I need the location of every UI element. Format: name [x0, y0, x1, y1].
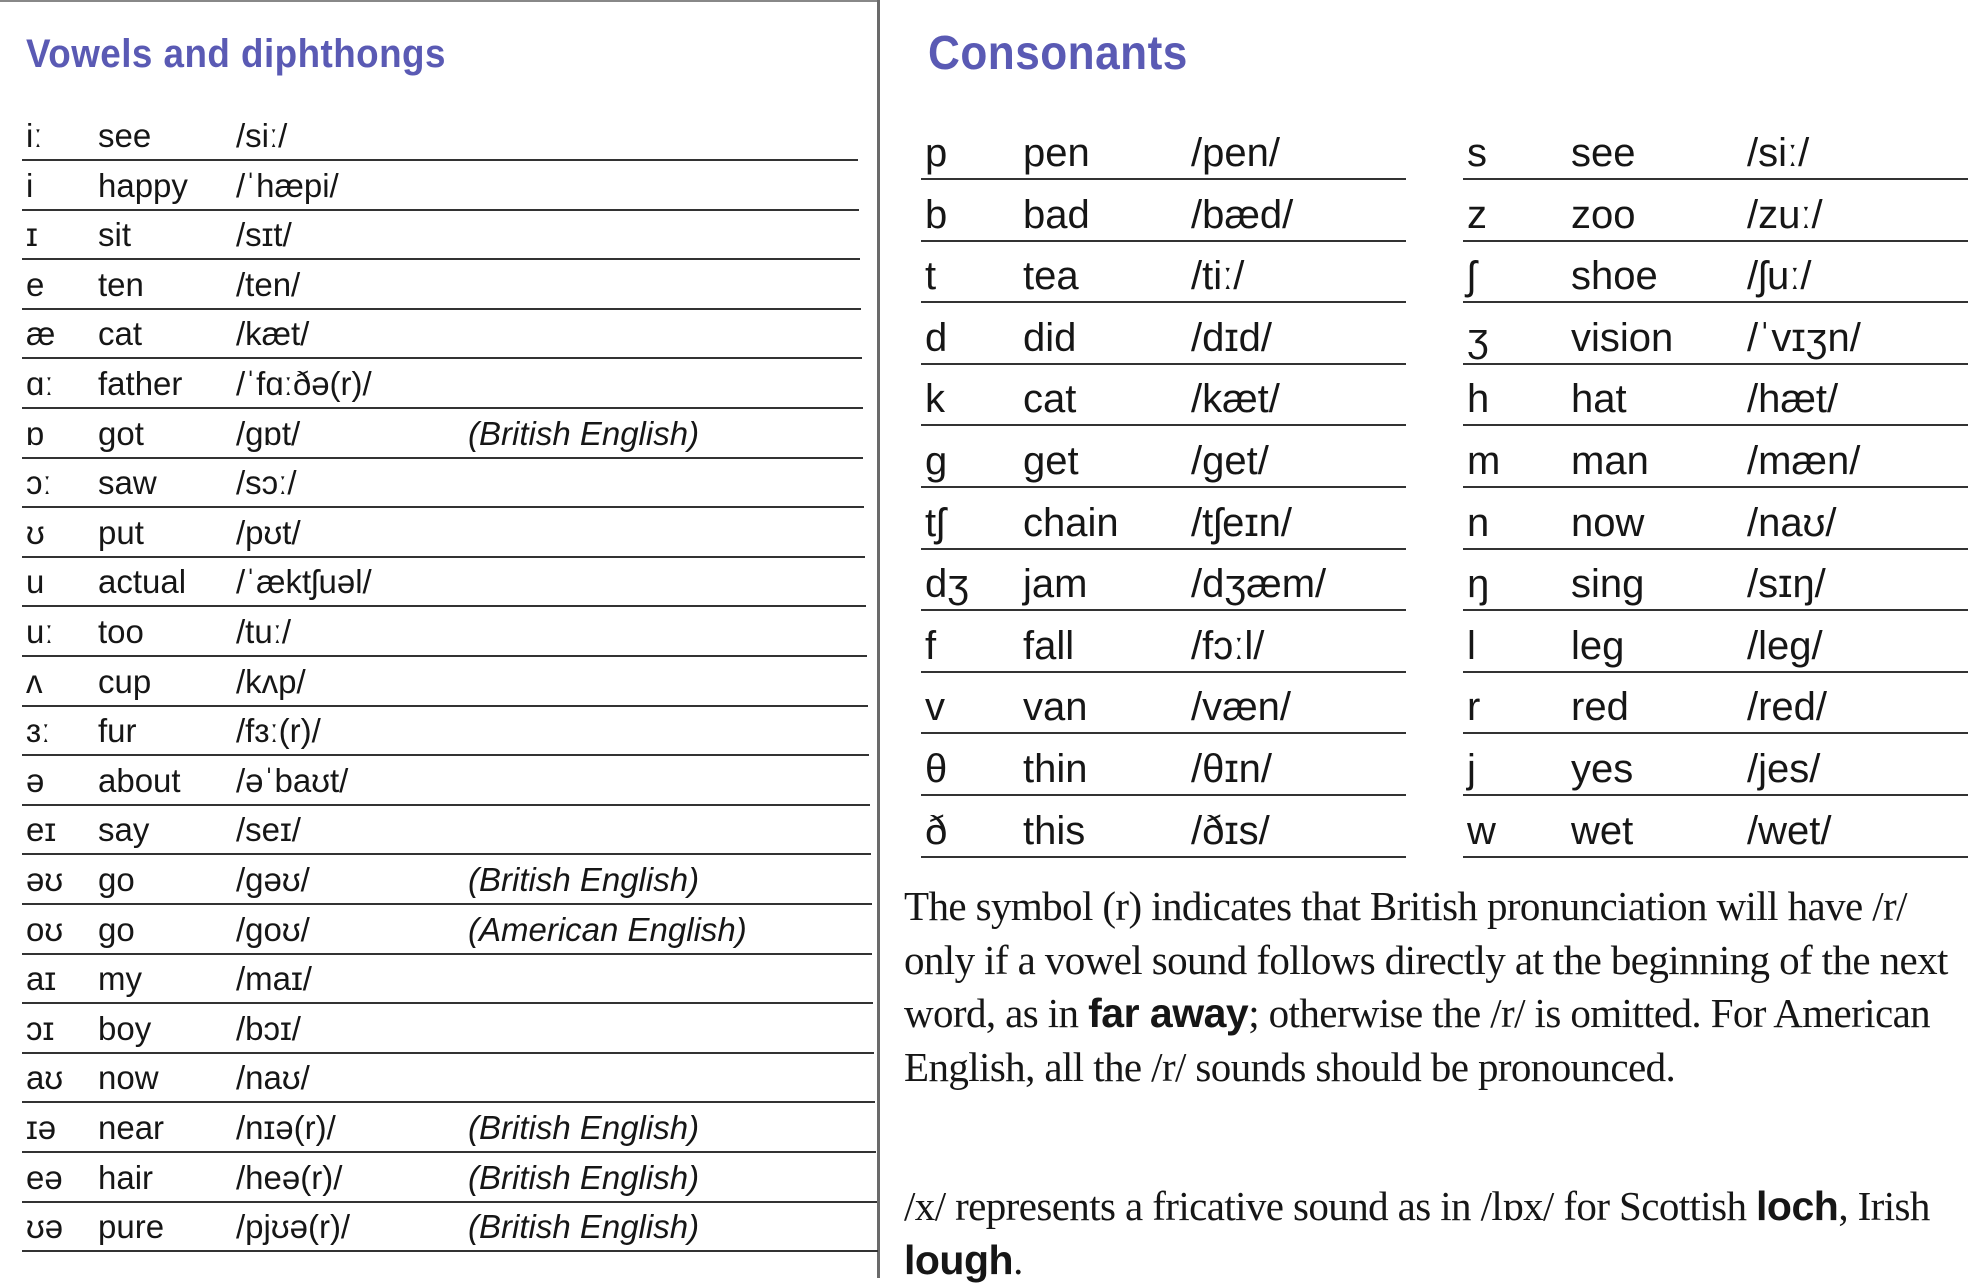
transcription: /dʒæm/ [1191, 562, 1327, 607]
transcription: /fɔːl/ [1191, 623, 1265, 668]
example-word: go [98, 861, 135, 898]
example-word: boy [98, 1009, 152, 1047]
transcription: /tiː/ [1191, 254, 1245, 299]
transcription: /siː/ [236, 117, 288, 154]
transcription: /naʊ/ [236, 1059, 310, 1097]
consonant-symbol: j [1467, 747, 1476, 791]
example-word: pure [98, 1208, 165, 1246]
transcription: /kæt/ [1191, 377, 1280, 422]
consonant-symbol: θ [925, 747, 948, 791]
consonant-symbol: s [1467, 131, 1487, 175]
variety-note: (British English) [468, 1208, 700, 1246]
example-word: sit [98, 216, 131, 254]
consonant-row [921, 488, 1406, 550]
example-word: man [1571, 439, 1649, 483]
example-word: thin [1023, 747, 1088, 791]
vowel-row [22, 1152, 877, 1203]
example-word: see [1571, 131, 1636, 175]
example-word: about [98, 761, 181, 799]
transcription: /pʊt/ [236, 513, 301, 551]
vowel-symbol: ʊə [26, 1208, 64, 1246]
consonant-symbol: z [1467, 192, 1487, 237]
consonant-symbol: dʒ [925, 562, 970, 607]
variety-note: (British English) [468, 861, 700, 898]
example-word: chain [1023, 500, 1119, 545]
transcription: /væn/ [1191, 685, 1292, 730]
example-word: saw [98, 464, 157, 502]
consonant-symbol: g [925, 439, 948, 483]
vowel-symbol: e [26, 265, 45, 303]
vowel-symbol: aʊ [26, 1059, 64, 1097]
consonant-symbol: d [925, 315, 948, 360]
transcription: /gəʊ/ [236, 861, 310, 898]
vowel-symbol: ɑː [26, 365, 54, 402]
transcription: /kʌp/ [236, 662, 306, 700]
vowel-row [22, 1201, 878, 1252]
vowel-symbol: ɒ [26, 414, 45, 452]
transcription: /əˈbaʊt/ [236, 761, 349, 799]
transcription: /zuː/ [1747, 192, 1823, 237]
example-word: go [98, 910, 135, 948]
note-bold-example: loch [1756, 1183, 1839, 1229]
example-word: van [1023, 685, 1088, 730]
vowel-row [22, 1003, 874, 1054]
vowel-symbol: uː [26, 613, 54, 650]
vowel-symbol: ɪ [26, 216, 38, 254]
vowel-row [22, 408, 863, 459]
transcription: /nɪə(r)/ [236, 1109, 336, 1146]
transcription: /mæn/ [1747, 439, 1861, 483]
transcription: /ˈvɪʒn/ [1747, 315, 1861, 360]
example-word: put [98, 513, 144, 551]
example-word: near [98, 1109, 165, 1146]
transcription: /get/ [1191, 439, 1269, 483]
vowel-symbol: ɜː [26, 712, 51, 750]
vowel-symbol: eɪ [26, 811, 57, 849]
consonant-symbol: tʃ [925, 500, 945, 545]
consonant-symbol: ð [925, 808, 948, 853]
note-bold-example: lough [904, 1236, 1014, 1283]
consonant-symbol: v [925, 685, 945, 730]
example-word: jam [1023, 562, 1088, 607]
consonant-row [921, 118, 1406, 180]
r-symbol-note [904, 880, 1964, 1094]
example-word: pen [1023, 131, 1090, 175]
vowel-row [22, 904, 872, 955]
example-word: too [98, 613, 144, 650]
transcription: /ˈæktʃuəl/ [236, 563, 372, 601]
transcription: /ðɪs/ [1191, 808, 1270, 853]
vowel-row [22, 606, 867, 657]
x-symbol-note [904, 1180, 1964, 1287]
consonant-row [921, 549, 1406, 611]
example-word: bad [1023, 192, 1090, 237]
consonant-row [921, 180, 1406, 242]
example-word: get [1023, 439, 1079, 483]
consonant-row [1463, 180, 1968, 242]
vowel-symbol: æ [26, 315, 56, 353]
consonant-symbol: ŋ [1467, 562, 1490, 607]
example-word: this [1023, 808, 1086, 853]
transcription: /sɪŋ/ [1747, 562, 1826, 607]
transcription: /leg/ [1747, 623, 1823, 668]
vowel-row [22, 209, 860, 260]
transcription: /ten/ [236, 265, 301, 303]
consonant-symbol: ʒ [1467, 315, 1489, 360]
example-word: cat [98, 315, 143, 353]
consonant-row [1463, 118, 1968, 180]
vowel-row [22, 110, 858, 161]
consonant-symbol: w [1467, 808, 1496, 853]
vowel-symbol: əʊ [26, 861, 64, 898]
note-text: , Irish [1838, 1183, 1930, 1229]
example-word: tea [1023, 254, 1079, 299]
transcription: /siː/ [1747, 131, 1810, 175]
note-text: The symbol (r) indicates that British pronunciation will have /r/ only if a vowel sound follows directly at the beginning of the next word, as in [904, 883, 1948, 1037]
example-word: did [1023, 315, 1077, 360]
vowel-row [22, 705, 869, 756]
transcription: /red/ [1747, 685, 1828, 730]
example-word: got [98, 414, 144, 452]
consonant-row [921, 426, 1406, 488]
consonant-symbol: t [925, 254, 937, 299]
consonant-row [1463, 672, 1968, 734]
example-word: red [1571, 685, 1629, 730]
note-bold-example: far away [1088, 990, 1249, 1037]
consonant-symbol: m [1467, 439, 1501, 483]
example-word: now [98, 1059, 159, 1097]
vowel-row [22, 457, 864, 508]
transcription: /hæt/ [1747, 377, 1839, 422]
transcription: /seɪ/ [236, 811, 301, 849]
vowel-symbol: aɪ [26, 960, 57, 998]
vowel-row [22, 1102, 876, 1153]
consonant-symbol: r [1467, 685, 1481, 730]
consonant-row [1463, 549, 1968, 611]
consonant-row [1463, 364, 1968, 426]
transcription: /heə(r)/ [236, 1158, 343, 1196]
vowels-title: Vowels and diphthongs [26, 32, 446, 76]
transcription: /θɪn/ [1191, 747, 1272, 791]
note-text: ; otherwise the /r/ is omitted. For American English, all the /r/ sounds should be pronounced. [904, 990, 1931, 1090]
example-word: sing [1571, 562, 1645, 607]
variety-note: (British English) [468, 414, 700, 452]
variety-note: (British English) [468, 1109, 700, 1146]
vowel-row [22, 804, 871, 855]
transcription: /ˈfɑːðə(r)/ [236, 365, 372, 402]
example-word: hair [98, 1158, 154, 1196]
consonants-title: Consonants [928, 27, 1188, 80]
vowel-row [22, 1052, 875, 1103]
variety-note: (American English) [468, 910, 747, 948]
vowel-row [22, 160, 859, 211]
consonant-row [1463, 611, 1968, 673]
example-word: say [98, 811, 150, 849]
example-word: ten [98, 265, 144, 303]
transcription: /sɔː/ [236, 464, 297, 502]
example-word: actual [98, 563, 187, 601]
vowel-symbol: ʊ [26, 513, 45, 551]
top-border [0, 0, 877, 2]
transcription: /tuː/ [236, 613, 292, 650]
vowel-symbol: eə [26, 1158, 63, 1196]
consonant-symbol: n [1467, 500, 1490, 545]
consonant-symbol: ʃ [1467, 254, 1476, 299]
example-word: zoo [1571, 192, 1636, 237]
consonant-row [1463, 426, 1968, 488]
example-word: leg [1571, 623, 1625, 668]
vowel-symbol: iː [26, 117, 43, 154]
example-word: see [98, 117, 152, 154]
transcription: /jes/ [1747, 747, 1821, 791]
example-word: my [98, 960, 142, 998]
note-text: . [1013, 1236, 1023, 1283]
transcription: /pjʊə(r)/ [236, 1208, 351, 1246]
vowel-symbol: u [26, 563, 45, 601]
consonant-row [1463, 734, 1968, 796]
example-word: cat [1023, 377, 1077, 422]
transcription: /gɒt/ [236, 414, 301, 452]
consonant-row [921, 241, 1406, 303]
example-word: vision [1571, 315, 1674, 360]
example-word: fall [1023, 623, 1075, 668]
transcription: /ʃuː/ [1747, 254, 1812, 299]
vowel-row [22, 308, 862, 359]
consonant-row [1463, 488, 1968, 550]
example-word: wet [1571, 808, 1634, 853]
consonant-symbol: f [925, 623, 937, 668]
consonant-row [921, 734, 1406, 796]
transcription: /sɪt/ [236, 216, 292, 254]
consonant-symbol: k [925, 377, 945, 422]
example-word: cup [98, 662, 152, 700]
transcription: /tʃeɪn/ [1191, 500, 1292, 545]
vowel-row [22, 556, 866, 607]
transcription: /pen/ [1191, 131, 1280, 175]
vowel-symbol: ə [26, 761, 45, 799]
transcription: /bɔɪ/ [236, 1009, 301, 1047]
consonant-row [921, 672, 1406, 734]
consonant-row [921, 303, 1406, 365]
note-text: /x/ represents a fricative sound as in /lɒx/ for Scottish [904, 1183, 1757, 1229]
vowel-symbol: ɔɪ [26, 1009, 55, 1047]
consonant-row [921, 364, 1406, 426]
consonant-row [921, 796, 1406, 858]
vowel-row [22, 507, 865, 558]
transcription: /kæt/ [236, 315, 310, 353]
example-word: now [1571, 500, 1645, 545]
example-word: fur [98, 712, 137, 750]
transcription: /goʊ/ [236, 910, 310, 948]
consonant-symbol: l [1467, 623, 1476, 668]
transcription: /dɪd/ [1191, 315, 1272, 360]
transcription: /maɪ/ [236, 960, 312, 998]
consonant-row [1463, 796, 1968, 858]
vowel-symbol: ɔː [26, 464, 52, 502]
consonant-row [1463, 241, 1968, 303]
transcription: /wet/ [1747, 808, 1832, 853]
consonant-row [921, 611, 1406, 673]
transcription: /naʊ/ [1747, 500, 1837, 545]
vowel-symbol: i [26, 166, 34, 204]
transcription: /fɜː(r)/ [236, 712, 321, 750]
consonant-symbol: p [925, 131, 948, 175]
vowel-row [22, 854, 872, 905]
vowel-symbol: oʊ [26, 910, 64, 948]
vowel-row [22, 358, 863, 409]
consonant-symbol: h [1467, 377, 1490, 422]
transcription: /bæd/ [1191, 192, 1294, 237]
example-word: shoe [1571, 254, 1658, 299]
vowel-row [22, 259, 861, 310]
vowel-row [22, 953, 873, 1004]
variety-note: (British English) [468, 1158, 700, 1196]
vowel-symbol: ʌ [26, 662, 43, 700]
example-word: yes [1571, 747, 1634, 791]
vowel-symbol: ɪə [26, 1109, 57, 1146]
example-word: father [98, 365, 183, 402]
consonant-row [1463, 303, 1968, 365]
column-divider [877, 0, 880, 1278]
vowel-row [22, 755, 870, 806]
transcription: /ˈhæpi/ [236, 166, 339, 204]
vowel-row [22, 656, 868, 707]
example-word: hat [1571, 377, 1627, 422]
consonant-symbol: b [925, 192, 948, 237]
example-word: happy [98, 166, 188, 204]
